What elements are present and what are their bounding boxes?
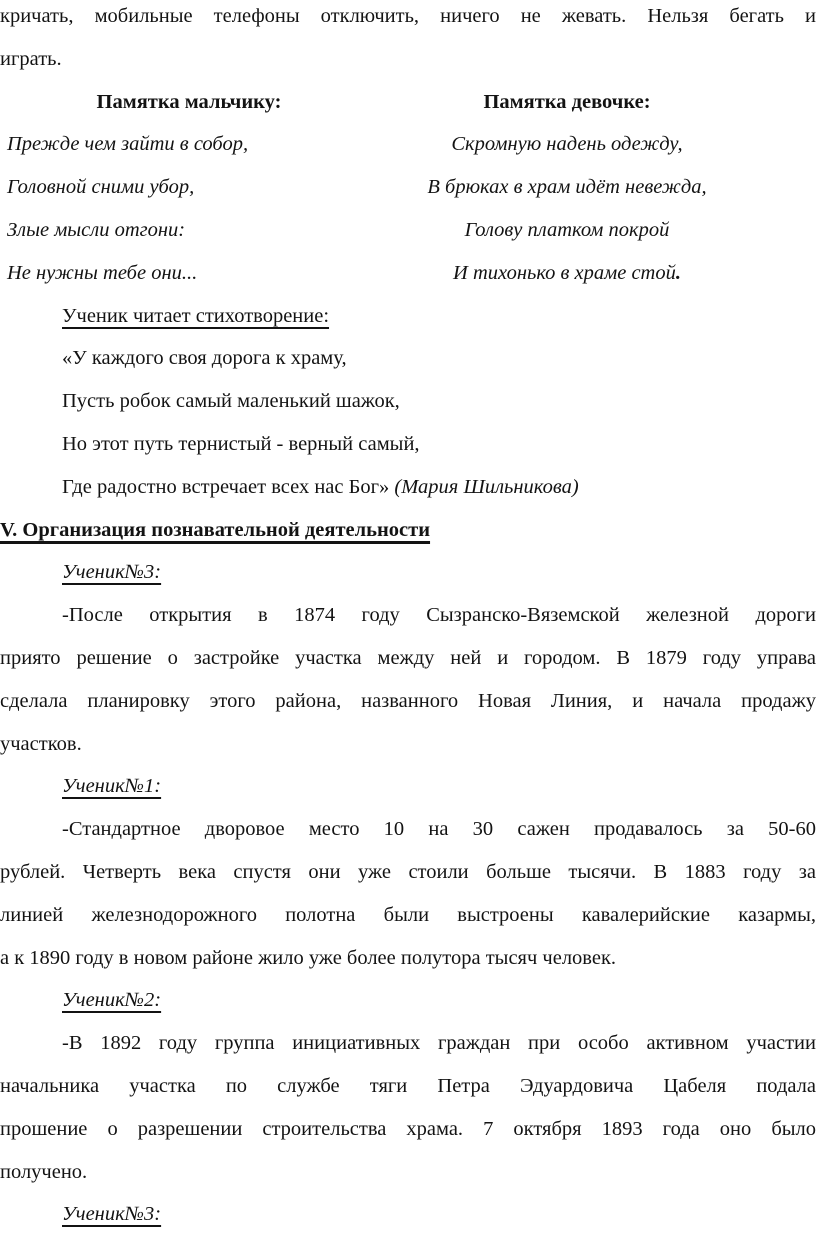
memo-girl-line [378,252,756,295]
poem-line: Пусть робок самый маленький шажок, [62,390,400,413]
speaker-line [0,1193,816,1236]
text-line: -После открытия в 1874 году Сызранско-Вяземской железной дороги [62,604,816,627]
poem-block [0,337,816,508]
text-line: приято решение о застройке участка между ней и городом. В 1879 году управа [0,646,816,669]
memo-boy-line: Головной сними убор, [7,176,195,199]
text-line: рублей. Четверть века спустя они уже стоили больше тысячи. В 1883 году за [0,860,816,883]
speaker-line [0,551,816,594]
memo-table [0,81,756,295]
text-line: играть. [0,47,62,70]
poem-line: «У каждого своя дорога к храму, [62,347,347,370]
text-line: -В 1892 году группа инициативных граждан при особо активном участии [62,1032,816,1055]
memo-girl-line: В брюках в храм идёт невежда, [427,176,707,199]
speech-block [0,979,816,1193]
speech-block [0,765,816,979]
memo-girl-column [378,81,756,295]
poem-author: (Мария Шильникова) [394,475,579,498]
text-line: прошение о разрешении строительства храма. 7 октября 1893 года оно было [0,1117,816,1140]
speaker-label: Ученик№2: [62,989,162,1012]
text-line: начальника участка по службе тяги Петра Эдуардовича Цабеля подала [0,1074,816,1097]
memo-girl-line: Голову платком покрой [464,218,670,241]
memo-girl-line-text: И тихонько в храме стой [453,261,676,284]
speaker-label: Ученик№3: [62,1203,162,1226]
memo-girl-title: Памятка девочке: [483,90,651,113]
text-line: а к 1890 году в новом районе жило уже более полутора тысяч человек. [0,946,617,969]
text-line: -Стандартное дворовое место 10 на 30 сажен продавалось за 50-60 [62,818,816,841]
text-line: линией железнодорожного полотна были выстроены кавалерийские казармы, [0,903,816,926]
speaker-line [0,765,816,808]
poem-line-text: Где радостно встречает всех нас Бог» [62,475,395,498]
memo-boy-column [0,81,378,295]
memo-boy-line: Злые мысли отгони: [7,218,186,241]
section-heading-line [0,509,816,552]
poem-line [0,466,816,509]
memo-boy-title: Памятка мальчику: [96,90,282,113]
memo-boy-line: Прежде чем зайти в собор, [7,133,249,156]
memo-girl-line: Скромную надень одежду, [451,133,683,156]
text-line: сделала планировку этого района, названного Новая Линия, и начала продажу [0,689,816,712]
speech-block [0,551,816,765]
intro-paragraph [0,0,816,81]
memo-boy-line: Не нужны тебе они... [7,261,198,284]
speaker-label: Ученик№3: [62,561,162,584]
text-line: кричать, мобильные телефоны отключить, ничего не жевать. Нельзя бегать и [0,5,816,27]
text-line: получено. [0,1160,88,1183]
speaker-label: Ученик№1: [62,775,162,798]
section-heading: V. Организация познавательной деятельности [0,518,431,541]
bold-period: . [675,261,681,284]
poem-line: Но этот путь тернистый - верный самый, [62,432,420,455]
reader-heading-line [0,295,816,338]
reader-heading: Ученик читает стихотворение: [62,304,330,327]
speaker-line [0,979,816,1022]
text-line: участков. [0,732,82,755]
